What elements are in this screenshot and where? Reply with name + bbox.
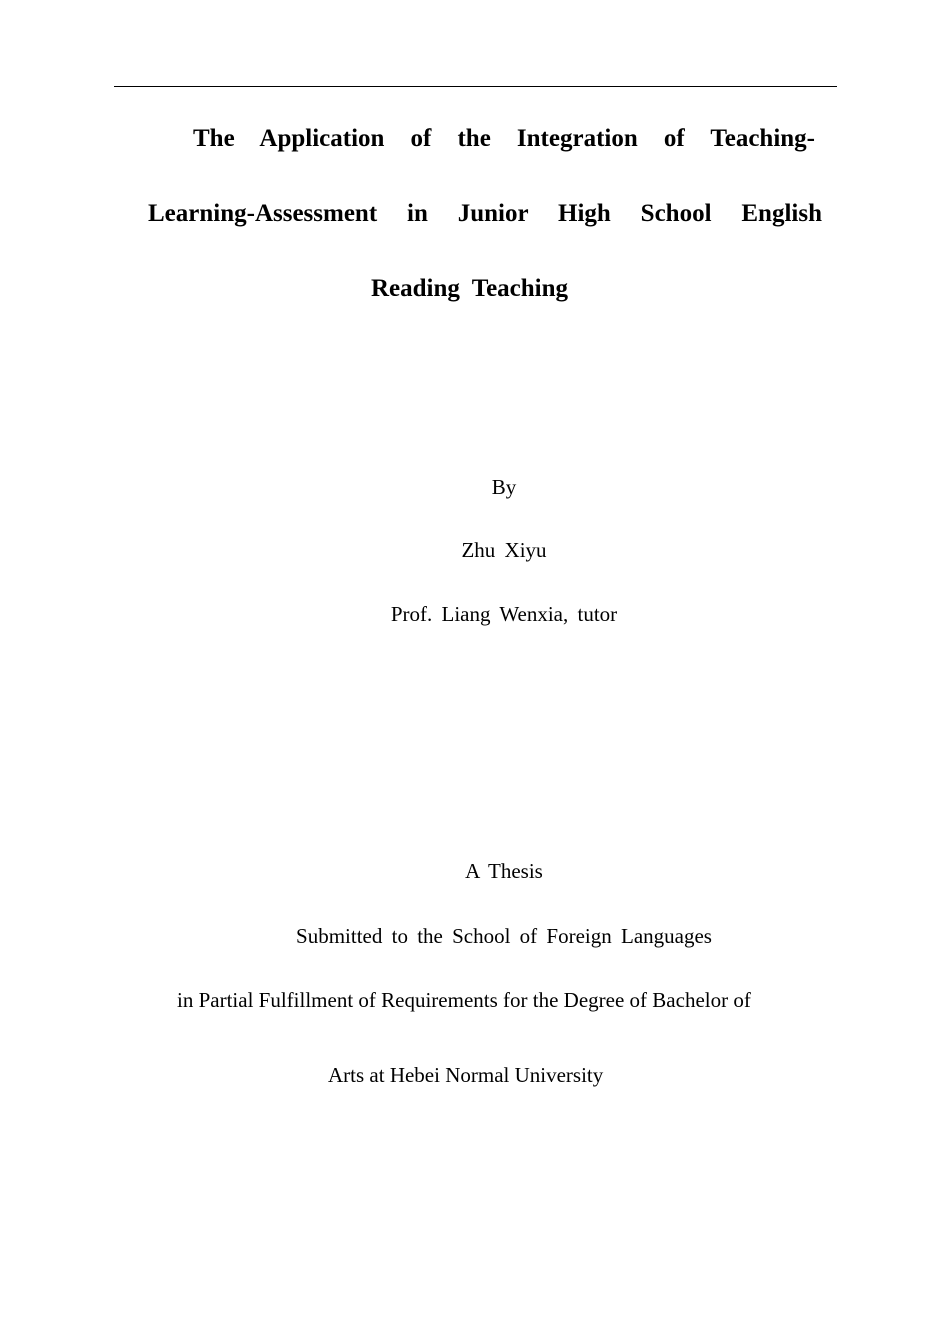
title-line-3: Reading Teaching bbox=[371, 275, 569, 302]
top-horizontal-rule bbox=[114, 86, 837, 87]
submitted-line: Submitted to the School of Foreign Languages bbox=[296, 924, 712, 948]
author-name: Zhu Xiyu bbox=[461, 538, 547, 562]
fulfillment-line-1: in Partial Fulfillment of Requirements for the Degree of Bachelor of bbox=[177, 988, 751, 1012]
thesis-label: A Thesis bbox=[465, 859, 543, 883]
fulfillment-line-2: Arts at Hebei Normal University bbox=[328, 1063, 604, 1087]
by-label: By bbox=[491, 475, 517, 499]
title-line-2: Learning-Assessment in Junior High School English bbox=[148, 200, 822, 227]
tutor-name: Prof. Liang Wenxia, tutor bbox=[390, 602, 618, 626]
title-line-1: The Application of the Integration of Teaching- bbox=[193, 125, 815, 152]
